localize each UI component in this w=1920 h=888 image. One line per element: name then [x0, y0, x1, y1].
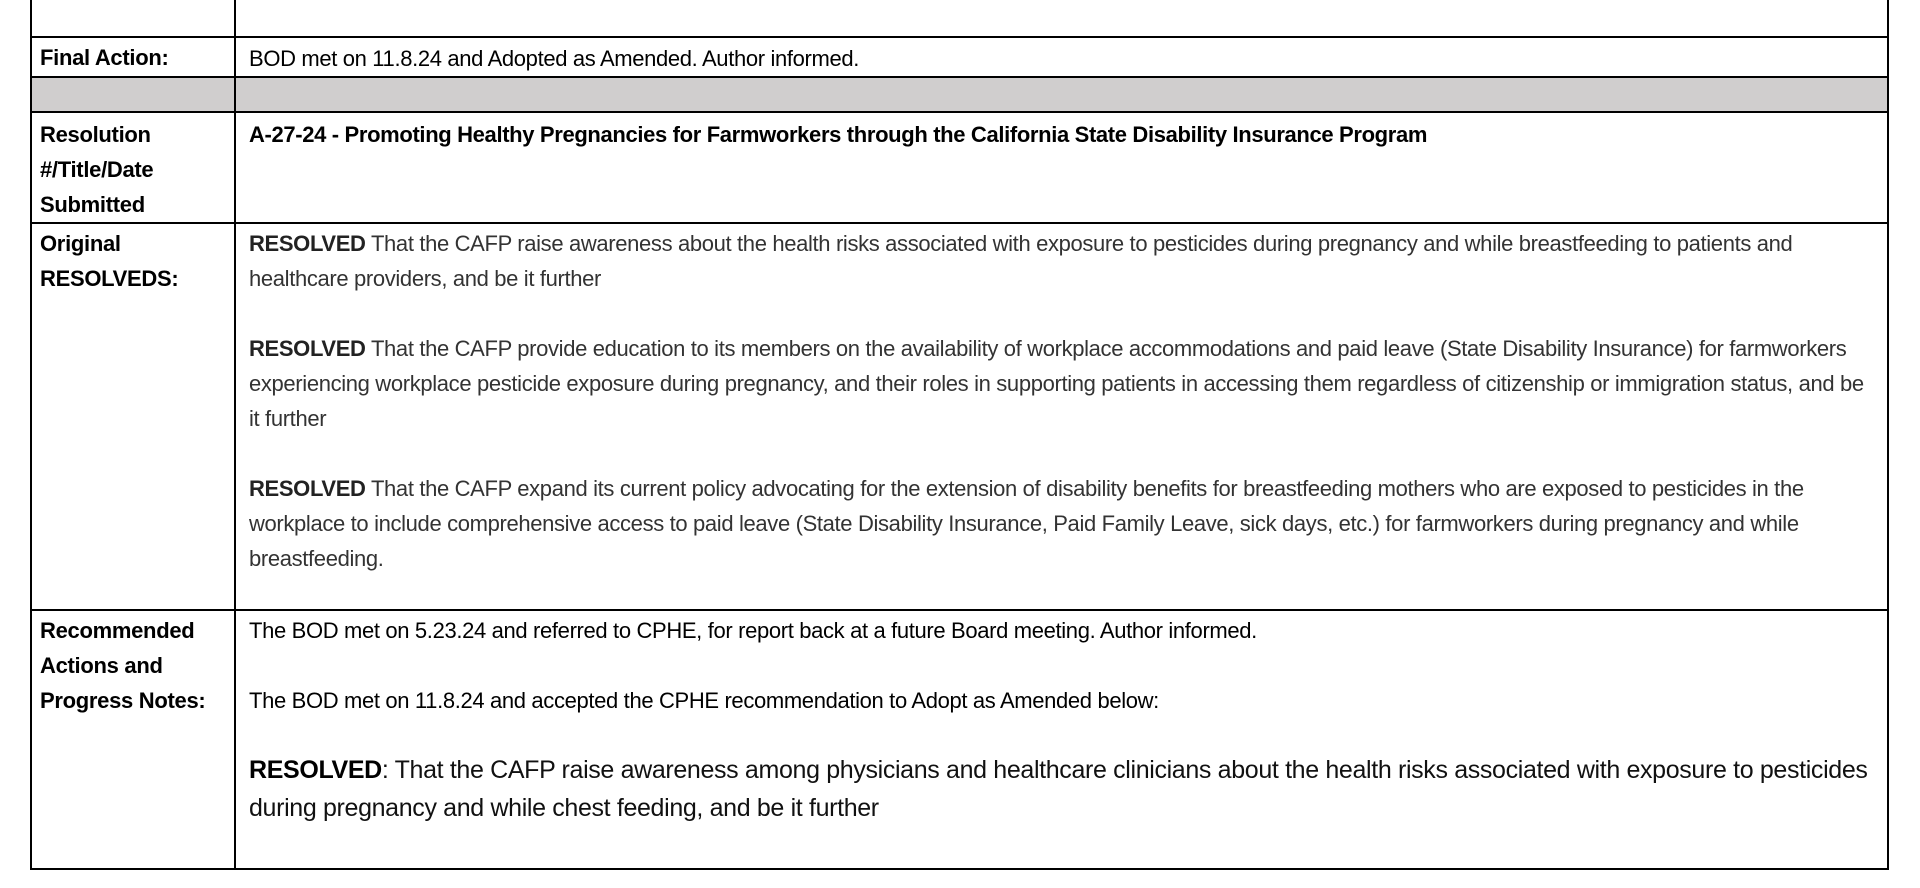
progress-note-2: The BOD met on 11.8.24 and accepted the CPHE recommendation to Adopt as Amended below:	[249, 688, 1159, 713]
resolved-text: That the CAFP provide education to its members on the availability of workplace accommodations and paid leave (State Disability Insurance) for farmworkers experiencing workplace pesticide exposure during pregnancy, and their roles in supporting patients in accessing them regardless of citizenship or immigration status, and be it further	[249, 336, 1864, 431]
amended-resolved	[249, 751, 1873, 827]
recommended-actions-label: Recommended Actions and Progress Notes:	[31, 610, 235, 869]
resolved-keyword: RESOLVED	[249, 476, 366, 501]
separator-content-cell	[235, 77, 1888, 112]
resolution-table	[30, 0, 1889, 870]
final-action-value: BOD met on 11.8.24 and Adopted as Amended. Author informed.	[235, 37, 1888, 77]
progress-note-1: The BOD met on 5.23.24 and referred to CPHE, for report back at a future Board meeting. Author informed.	[249, 618, 1257, 643]
final-action-row	[31, 37, 1888, 77]
separator-row	[31, 77, 1888, 112]
resolved-paragraph-1	[249, 226, 1873, 296]
resolved-text: That the CAFP raise awareness about the health risks associated with exposure to pesticides during pregnancy and while breastfeeding to patients and healthcare providers, and be it further	[249, 231, 1793, 291]
empty-row	[31, 0, 1888, 37]
resolution-title-value: A-27-24 - Promoting Healthy Pregnancies for Farmworkers through the California State Disability Insurance Program	[235, 112, 1888, 223]
empty-content-cell	[235, 0, 1888, 37]
resolved-text: That the CAFP expand its current policy advocating for the extension of disability benefits for breastfeeding mothers who are exposed to pesticides in the workplace to include comprehensive access to paid leave (State Disability Insurance, Paid Family Leave, sick days, etc.) for farmworkers during pregnancy and while breastfeeding.	[249, 476, 1804, 571]
original-resolveds-label: Original RESOLVEDS:	[31, 223, 235, 610]
resolution-title-label: Resolution #/Title/Date Submitted	[31, 112, 235, 223]
resolved-paragraph-2	[249, 331, 1873, 436]
amended-resolved-keyword: RESOLVED	[249, 756, 382, 784]
recommended-actions-content	[235, 610, 1888, 869]
original-resolveds-content	[235, 223, 1888, 610]
original-resolveds-row	[31, 223, 1888, 610]
resolved-paragraph-3	[249, 471, 1873, 576]
amended-resolved-text: : That the CAFP raise awareness among physicians and healthcare clinicians about the health risks associated with exposure to pesticides during pregnancy and while chest feeding, and be it further	[249, 756, 1868, 822]
resolved-keyword: RESOLVED	[249, 231, 366, 256]
final-action-label: Final Action:	[31, 37, 235, 77]
empty-label-cell	[31, 0, 235, 37]
resolved-keyword: RESOLVED	[249, 336, 366, 361]
separator-label-cell	[31, 77, 235, 112]
recommended-actions-row	[31, 610, 1888, 869]
resolution-title-row	[31, 112, 1888, 223]
